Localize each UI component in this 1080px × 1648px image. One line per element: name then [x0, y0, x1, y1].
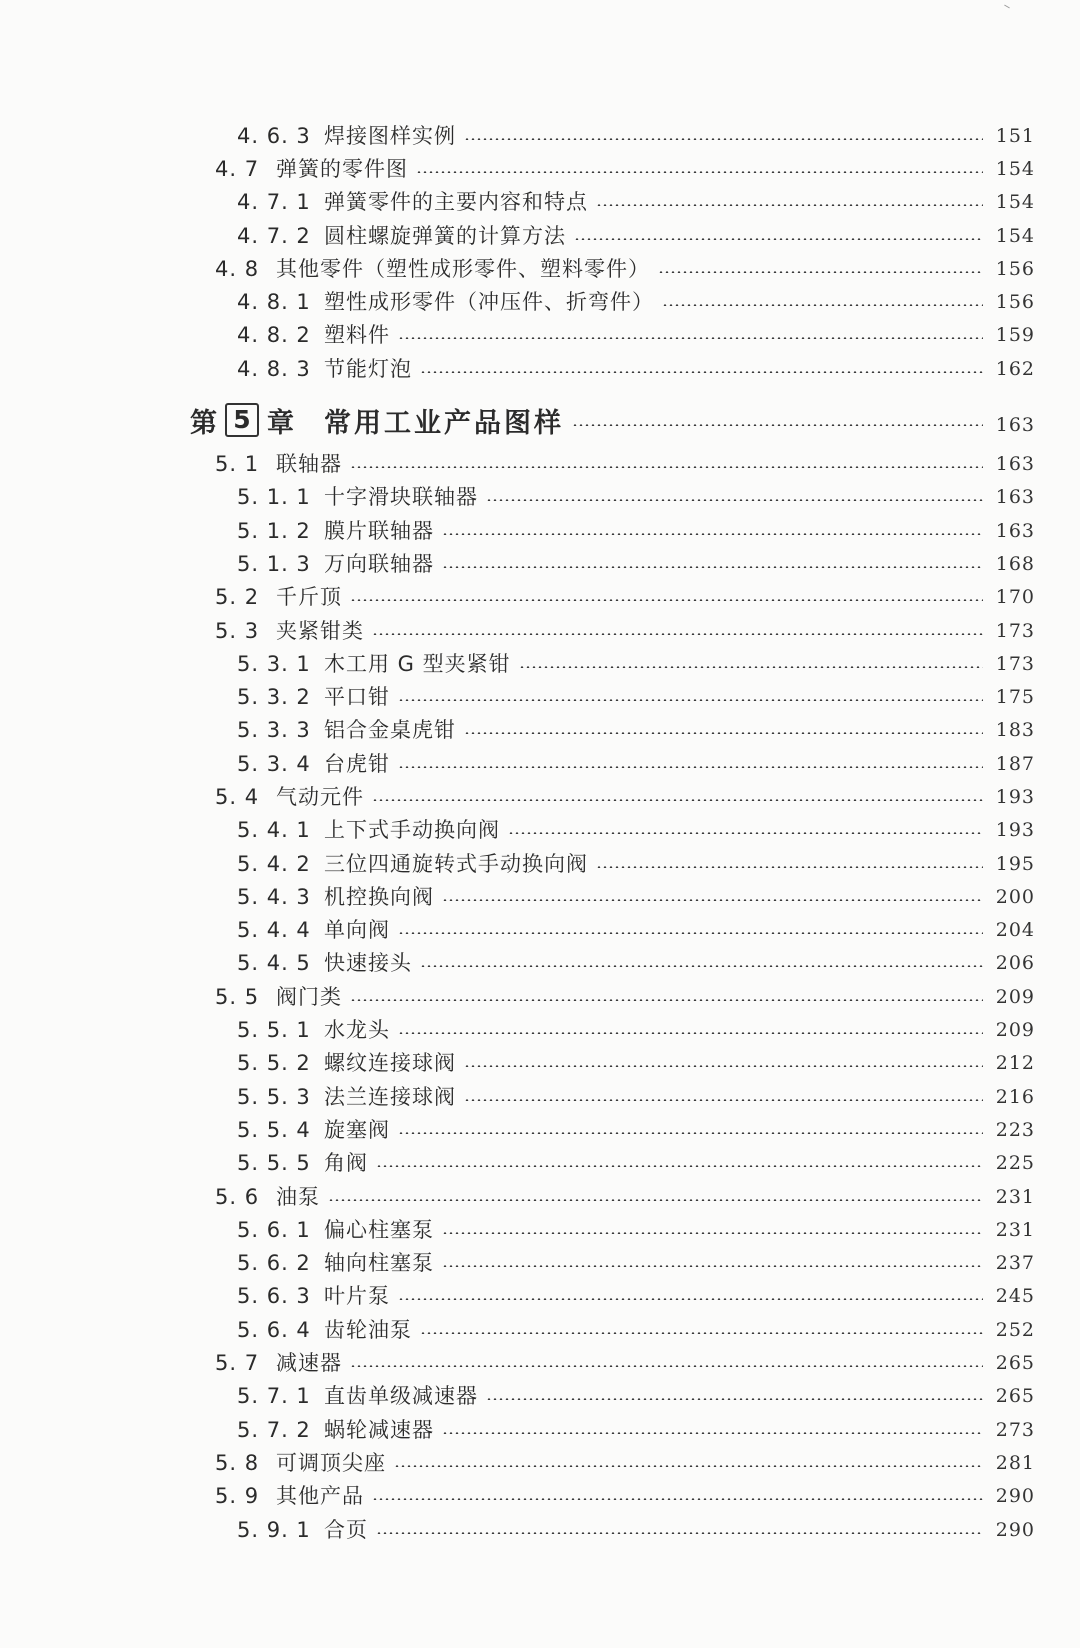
entry-page-number: 245 — [995, 1285, 1035, 1308]
entry-page-number: 265 — [995, 1385, 1035, 1408]
entry-number: 4. 8 — [215, 256, 260, 281]
chapter-page-number: 163 — [995, 414, 1035, 437]
entry-number: 5. 4. 3 — [237, 884, 311, 909]
entry-title: 圆柱螺旋弹簧的计算方法 — [324, 223, 566, 248]
dot-leader — [420, 1332, 983, 1334]
toc-subsection-entry — [0, 119, 1035, 152]
entry-page-number: 187 — [995, 752, 1035, 775]
entry-number: 5. 8 — [215, 1450, 260, 1475]
entry-page-number: 290 — [995, 1518, 1035, 1541]
entry-number: 5. 4 — [215, 784, 260, 809]
dot-leader — [372, 1498, 983, 1500]
scan-mark — [1004, 5, 1010, 9]
entry-title: 弹簧的零件图 — [276, 156, 408, 181]
dot-leader — [464, 1099, 983, 1101]
entry-number: 5. 4. 1 — [237, 818, 311, 843]
entry-number: 5. 3. 3 — [237, 718, 311, 743]
chapter-suffix: 章 — [267, 407, 294, 439]
dot-leader — [596, 866, 983, 868]
entry-number: 4. 7 — [215, 156, 260, 181]
toc-subsection-entry — [0, 847, 1035, 880]
entry-page-number: 162 — [995, 357, 1035, 380]
dot-leader — [350, 999, 983, 1001]
entry-title: 蜗轮减速器 — [324, 1417, 434, 1442]
toc-section-entry — [0, 980, 1035, 1013]
entry-title: 阀门类 — [276, 984, 342, 1009]
entry-number: 5. 4. 5 — [237, 951, 311, 976]
dot-leader — [442, 1265, 983, 1267]
entry-page-number: 209 — [995, 1019, 1035, 1042]
entry-number: 5. 9 — [215, 1484, 260, 1509]
toc-subsection-entry — [0, 1313, 1035, 1346]
entry-number: 5. 9. 1 — [237, 1517, 311, 1542]
entry-page-number: 193 — [995, 785, 1035, 808]
entry-page-number: 200 — [995, 885, 1035, 908]
entry-page-number: 168 — [995, 552, 1035, 575]
entry-title: 联轴器 — [276, 452, 342, 477]
entry-number: 5. 6. 3 — [237, 1284, 311, 1309]
toc-section-entry — [0, 252, 1035, 285]
dot-leader — [394, 1465, 983, 1467]
toc-subsection-entry — [0, 352, 1035, 385]
toc-subsection-entry — [0, 1013, 1035, 1046]
entry-number: 5. 6. 1 — [237, 1217, 311, 1242]
entry-number: 5. 4. 2 — [237, 851, 311, 876]
entry-page-number: 170 — [995, 586, 1035, 609]
toc-section-entry — [0, 780, 1035, 813]
entry-number: 4. 8. 2 — [237, 323, 311, 348]
entry-number: 5. 6 — [215, 1184, 260, 1209]
entry-page-number: 216 — [995, 1085, 1035, 1108]
entry-number: 5. 5. 4 — [237, 1117, 311, 1142]
dot-leader — [372, 799, 983, 801]
entry-page-number: 154 — [995, 224, 1035, 247]
entry-page-number: 204 — [995, 919, 1035, 942]
chapter-title: 常用工业产品图样 — [324, 407, 564, 439]
entry-number: 5. 4. 4 — [237, 918, 311, 943]
chapter-number-box: 5 — [225, 403, 259, 437]
dot-leader — [398, 932, 983, 934]
entry-number: 5. 5 — [215, 984, 260, 1009]
entry-page-number: 175 — [995, 686, 1035, 709]
table-of-contents — [0, 119, 1080, 1546]
toc-subsection-entry — [0, 647, 1035, 680]
entry-page-number: 193 — [995, 819, 1035, 842]
entry-page-number: 212 — [995, 1052, 1035, 1075]
dot-leader — [574, 238, 983, 240]
toc-subsection-entry — [0, 1080, 1035, 1113]
entry-title: 节能灯泡 — [324, 356, 412, 381]
toc-subsection-entry — [0, 1247, 1035, 1280]
dot-leader — [464, 1065, 983, 1067]
entry-title: 轴向柱塞泵 — [324, 1251, 434, 1276]
entry-number: 4. 8. 1 — [237, 290, 311, 315]
entry-number: 4. 7. 1 — [237, 190, 311, 215]
toc-section-entry — [0, 152, 1035, 185]
entry-page-number: 154 — [995, 157, 1035, 180]
dot-leader — [372, 633, 983, 635]
entry-title: 台虎钳 — [324, 751, 390, 776]
entry-title: 焊接图样实例 — [324, 123, 456, 148]
entry-page-number: 237 — [995, 1252, 1035, 1275]
toc-section-entry — [0, 614, 1035, 647]
entry-number: 4. 6. 3 — [237, 123, 311, 148]
entry-page-number: 195 — [995, 852, 1035, 875]
entry-page-number: 183 — [995, 719, 1035, 742]
dot-leader — [398, 1032, 983, 1034]
entry-page-number: 163 — [995, 486, 1035, 509]
toc-subsection-entry — [0, 285, 1035, 318]
entry-number: 5. 7 — [215, 1351, 260, 1376]
entry-number: 5. 7. 2 — [237, 1417, 311, 1442]
entry-title: 角阀 — [324, 1151, 368, 1176]
entry-title: 铝合金桌虎钳 — [324, 718, 456, 743]
entry-number: 5. 1. 2 — [237, 518, 311, 543]
entry-number: 5. 2 — [215, 585, 260, 610]
toc-subsection-entry — [0, 880, 1035, 913]
entry-page-number: 209 — [995, 985, 1035, 1008]
dot-leader — [350, 1365, 983, 1367]
dot-leader — [416, 171, 983, 173]
entry-page-number: 231 — [995, 1218, 1035, 1241]
entry-number: 4. 8. 3 — [237, 356, 311, 381]
toc-section-entry — [0, 447, 1035, 480]
entry-title: 上下式手动换向阀 — [324, 818, 500, 843]
entry-title: 十字滑块联轴器 — [324, 485, 478, 510]
entry-page-number: 225 — [995, 1152, 1035, 1175]
toc-subsection-entry — [0, 481, 1035, 514]
entry-number: 5. 5. 1 — [237, 1018, 311, 1043]
entry-title: 膜片联轴器 — [324, 518, 434, 543]
entry-title: 夹紧钳类 — [276, 618, 364, 643]
dot-leader — [486, 1398, 983, 1400]
toc-section-entry — [0, 581, 1035, 614]
dot-leader — [328, 1199, 983, 1201]
entry-number: 5. 7. 1 — [237, 1384, 311, 1409]
toc-subsection-entry — [0, 814, 1035, 847]
entry-page-number: 231 — [995, 1185, 1035, 1208]
toc-entries-chapter-4 — [0, 119, 1080, 385]
toc-subsection-entry — [0, 547, 1035, 580]
toc-subsection-entry — [0, 947, 1035, 980]
entry-page-number: 151 — [995, 124, 1035, 147]
entry-number: 5. 3. 2 — [237, 685, 311, 710]
entry-title: 旋塞阀 — [324, 1117, 390, 1142]
dot-leader — [420, 371, 983, 373]
entry-title: 塑性成形零件（冲压件、折弯件） — [324, 290, 654, 315]
toc-subsection-entry — [0, 680, 1035, 713]
entry-title: 塑料件 — [324, 323, 390, 348]
dot-leader — [350, 466, 983, 468]
toc-subsection-entry — [0, 1413, 1035, 1446]
entry-number: 5. 5. 2 — [237, 1051, 311, 1076]
dot-leader — [508, 832, 983, 834]
dot-leader — [376, 1532, 983, 1534]
entry-title: 三位四通旋转式手动换向阀 — [324, 851, 588, 876]
dot-leader — [442, 533, 983, 535]
dot-leader — [464, 138, 983, 140]
entry-page-number: 281 — [995, 1451, 1035, 1474]
entry-number: 5. 3. 4 — [237, 751, 311, 776]
dot-leader — [420, 965, 983, 967]
entry-page-number: 223 — [995, 1118, 1035, 1141]
entry-page-number: 290 — [995, 1485, 1035, 1508]
entry-page-number: 173 — [995, 619, 1035, 642]
toc-section-entry — [0, 1446, 1035, 1479]
entry-page-number: 163 — [995, 453, 1035, 476]
dot-leader — [398, 766, 983, 768]
dot-leader — [350, 599, 983, 601]
entry-title: 可调顶尖座 — [276, 1450, 386, 1475]
toc-subsection-entry — [0, 319, 1035, 352]
toc-subsection-entry — [0, 514, 1035, 547]
dot-leader — [662, 304, 983, 306]
entry-number: 5. 1 — [215, 452, 260, 477]
entry-page-number: 156 — [995, 291, 1035, 314]
entry-page-number: 154 — [995, 191, 1035, 214]
entry-number: 4. 7. 2 — [237, 223, 311, 248]
toc-subsection-entry — [0, 1513, 1035, 1546]
entry-page-number: 173 — [995, 652, 1035, 675]
entry-title: 弹簧零件的主要内容和特点 — [324, 190, 588, 215]
toc-subsection-entry — [0, 1213, 1035, 1246]
entry-title: 水龙头 — [324, 1018, 390, 1043]
toc-entries-chapter-5 — [0, 447, 1080, 1546]
entry-title: 木工用 G 型夹紧钳 — [324, 651, 511, 676]
toc-subsection-entry — [0, 186, 1035, 219]
dot-leader — [442, 899, 983, 901]
entry-title: 快速接头 — [324, 951, 412, 976]
entry-title: 偏心柱塞泵 — [324, 1217, 434, 1242]
toc-subsection-entry — [0, 714, 1035, 747]
chapter-prefix: 第 — [190, 407, 217, 439]
dot-leader — [572, 424, 983, 426]
entry-page-number: 273 — [995, 1418, 1035, 1441]
entry-number: 5. 3 — [215, 618, 260, 643]
entry-page-number: 163 — [995, 519, 1035, 542]
entry-title: 螺纹连接球阀 — [324, 1051, 456, 1076]
toc-subsection-entry — [0, 1380, 1035, 1413]
entry-title: 合页 — [324, 1517, 368, 1542]
entry-title: 气动元件 — [276, 784, 364, 809]
entry-number: 5. 1. 3 — [237, 551, 311, 576]
entry-title: 油泵 — [276, 1184, 320, 1209]
dot-leader — [442, 566, 983, 568]
entry-title: 平口钳 — [324, 685, 390, 710]
toc-subsection-entry — [0, 1113, 1035, 1146]
entry-title: 万向联轴器 — [324, 551, 434, 576]
dot-leader — [398, 1132, 983, 1134]
entry-page-number: 265 — [995, 1352, 1035, 1375]
dot-leader — [464, 732, 983, 734]
toc-subsection-entry — [0, 1147, 1035, 1180]
entry-number: 5. 5. 3 — [237, 1084, 311, 1109]
dot-leader — [398, 337, 983, 339]
dot-leader — [486, 499, 983, 501]
entry-title: 机控换向阀 — [324, 884, 434, 909]
entry-title: 单向阀 — [324, 918, 390, 943]
toc-subsection-entry — [0, 1280, 1035, 1313]
dot-leader — [398, 699, 983, 701]
entry-number: 5. 1. 1 — [237, 485, 311, 510]
dot-leader — [519, 666, 983, 668]
chapter-5-heading — [0, 393, 1035, 447]
entry-title: 其他零件（塑性成形零件、塑料零件） — [276, 256, 650, 281]
entry-title: 直齿单级减速器 — [324, 1384, 478, 1409]
entry-number: 5. 6. 4 — [237, 1317, 311, 1342]
entry-title: 减速器 — [276, 1351, 342, 1376]
dot-leader — [376, 1165, 983, 1167]
entry-number: 5. 6. 2 — [237, 1251, 311, 1276]
dot-leader — [658, 271, 983, 273]
dot-leader — [398, 1298, 983, 1300]
entry-title: 其他产品 — [276, 1484, 364, 1509]
toc-section-entry — [0, 1346, 1035, 1379]
dot-leader — [442, 1232, 983, 1234]
toc-section-entry — [0, 1180, 1035, 1213]
entry-page-number: 156 — [995, 257, 1035, 280]
entry-number: 5. 3. 1 — [237, 651, 311, 676]
entry-page-number: 206 — [995, 952, 1035, 975]
dot-leader — [442, 1432, 983, 1434]
entry-title: 法兰连接球阀 — [324, 1084, 456, 1109]
entry-title: 齿轮油泵 — [324, 1317, 412, 1342]
toc-subsection-entry — [0, 1047, 1035, 1080]
toc-subsection-entry — [0, 219, 1035, 252]
toc-section-entry — [0, 1480, 1035, 1513]
entry-page-number: 252 — [995, 1318, 1035, 1341]
toc-subsection-entry — [0, 914, 1035, 947]
dot-leader — [596, 204, 983, 206]
toc-subsection-entry — [0, 747, 1035, 780]
entry-page-number: 159 — [995, 324, 1035, 347]
entry-title: 叶片泵 — [324, 1284, 390, 1309]
entry-number: 5. 5. 5 — [237, 1151, 311, 1176]
entry-title: 千斤顶 — [276, 585, 342, 610]
